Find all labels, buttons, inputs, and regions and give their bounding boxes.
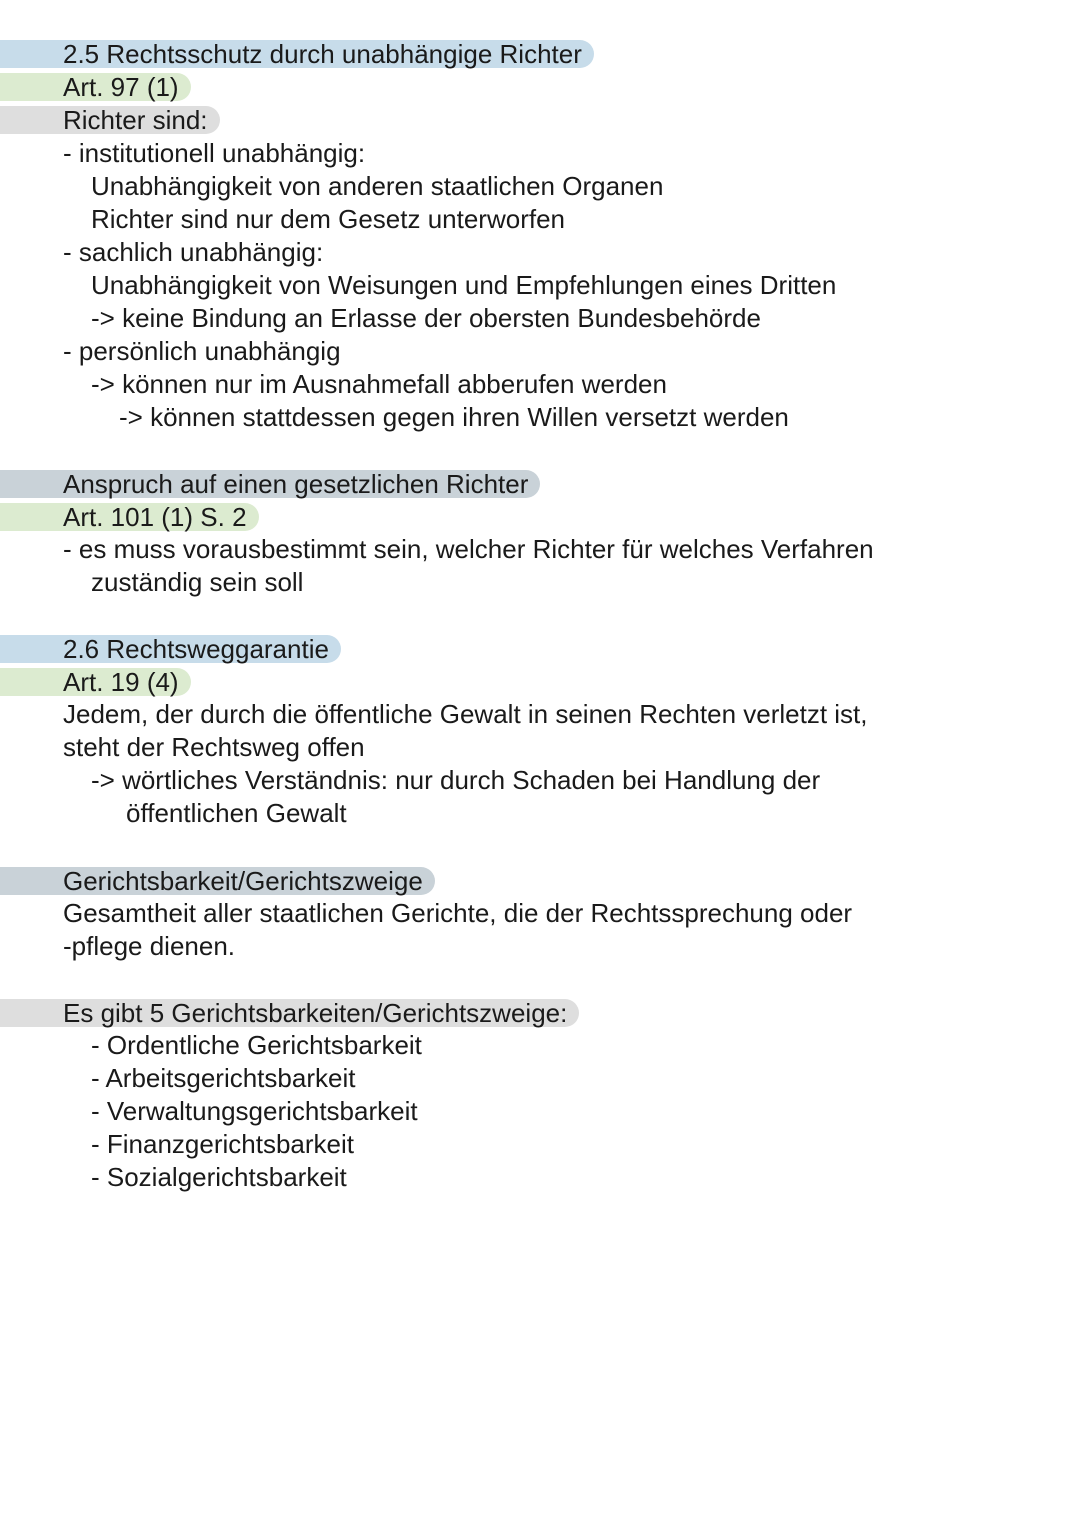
section-2-5-article: Art. 97 (1) [0, 73, 191, 101]
list-item: - Arbeitsgerichtsbarkeit [91, 1063, 356, 1093]
text-line: Jedem, der durch die öffentliche Gewalt in seinen Rechten verletzt ist, [63, 699, 868, 729]
text-line: Unabhängigkeit von Weisungen und Empfehlungen eines Dritten [91, 270, 837, 300]
text-line: -> wörtliches Verständnis: nur durch Schaden bei Handlung der [91, 765, 821, 795]
gerichtsbarkeit-heading: Gerichtsbarkeit/Gerichtszweige [0, 867, 435, 895]
text-line: öffentlichen Gewalt [126, 798, 347, 828]
text-line: -> keine Bindung an Erlasse der obersten Bundesbehörde [91, 303, 761, 333]
list-item: - Verwaltungsgerichtsbarkeit [91, 1096, 418, 1126]
gerichtszweige-heading: Es gibt 5 Gerichtsbarkeiten/Gerichtszweige: [0, 999, 579, 1027]
section-2-6-article: Art. 19 (4) [0, 668, 191, 696]
text-line: - es muss vorausbestimmt sein, welcher Richter für welches Verfahren [63, 534, 874, 564]
section-2-5-heading: 2.5 Rechtsschutz durch unabhängige Richter [0, 40, 594, 68]
text-line: - persönlich unabhängig [63, 336, 341, 366]
list-item: - Sozialgerichtsbarkeit [91, 1162, 347, 1192]
text-line: steht der Rechtsweg offen [63, 732, 365, 762]
text-line: -> können nur im Ausnahmefall abberufen werden [91, 369, 667, 399]
text-line: Unabhängigkeit von anderen staatlichen Organen [91, 171, 664, 201]
text-line: Richter sind nur dem Gesetz unterworfen [91, 204, 565, 234]
section-2-5-intro: Richter sind: [0, 106, 220, 134]
section-2-6-heading: 2.6 Rechtsweggarantie [0, 635, 341, 663]
text-line: zuständig sein soll [91, 567, 304, 597]
text-line: - institutionell unabhängig: [63, 138, 366, 168]
text-line: - sachlich unabhängig: [63, 237, 324, 267]
list-item: - Ordentliche Gerichtsbarkeit [91, 1030, 422, 1060]
text-line: -pflege dienen. [63, 931, 236, 961]
gesetzlicher-richter-article: Art. 101 (1) S. 2 [0, 503, 259, 531]
gesetzlicher-richter-heading: Anspruch auf einen gesetzlichen Richter [0, 470, 540, 498]
list-item: - Finanzgerichtsbarkeit [91, 1129, 354, 1159]
text-line: -> können stattdessen gegen ihren Willen versetzt werden [119, 402, 789, 432]
text-line: Gesamtheit aller staatlichen Gerichte, die der Rechtssprechung oder [63, 898, 853, 928]
